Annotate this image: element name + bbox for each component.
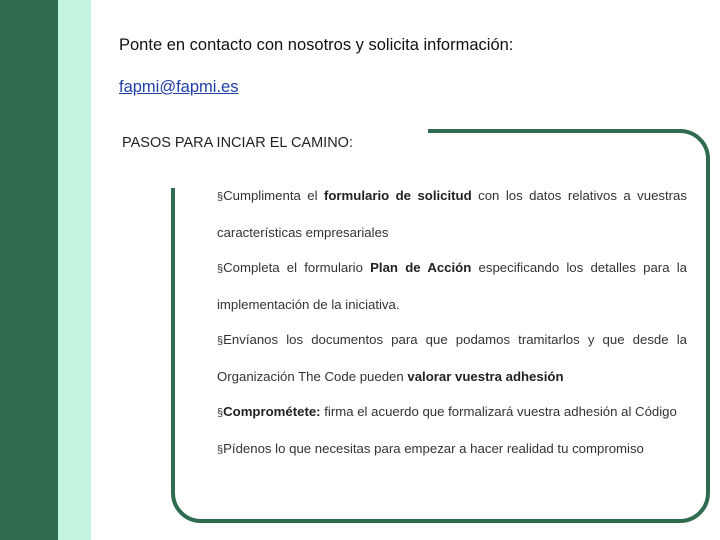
step-text: firma el acuerdo que formalizará vuestra adhesión al Código bbox=[320, 404, 677, 419]
step-emphasis: Plan de Acción bbox=[370, 260, 472, 275]
bullet-icon: § bbox=[217, 263, 224, 275]
step-text: Pídenos lo que necesitas para empezar a hacer realidad tu compromiso bbox=[223, 441, 644, 456]
sidebar-light-band bbox=[58, 0, 91, 540]
step-item bbox=[217, 322, 687, 394]
contact-heading: Ponte en contacto con nosotros y solicita información: bbox=[119, 36, 514, 54]
step-text: Cumplimenta el bbox=[223, 188, 324, 203]
step-text: con los datos relativos a vuestras características empresariales bbox=[217, 188, 687, 240]
sidebar-dark-band bbox=[0, 0, 58, 540]
step-item bbox=[217, 431, 687, 468]
bullet-icon: § bbox=[217, 444, 224, 456]
step-emphasis: Comprométete: bbox=[223, 404, 321, 419]
step-item bbox=[217, 394, 687, 431]
bullet-icon: § bbox=[217, 191, 224, 203]
step-text: Envíanos los documentos para que podamos tramitarlos y que desde la Organización The Code pueden bbox=[217, 332, 687, 384]
step-text: Completa el formulario bbox=[223, 260, 371, 275]
steps-heading: PASOS PARA INCIAR EL CAMINO: bbox=[122, 135, 353, 151]
email-link[interactable]: fapmi@fapmi.es bbox=[119, 78, 239, 96]
bullet-icon: § bbox=[217, 335, 224, 347]
step-item bbox=[217, 250, 687, 322]
bullet-icon: § bbox=[217, 407, 224, 419]
step-text: especificando los detalles para la implementación de la iniciativa. bbox=[217, 260, 688, 312]
step-emphasis: valorar vuestra adhesión bbox=[407, 369, 564, 384]
step-item bbox=[217, 178, 687, 250]
step-emphasis: formulario de solicitud bbox=[323, 188, 472, 203]
steps-list bbox=[217, 178, 687, 468]
